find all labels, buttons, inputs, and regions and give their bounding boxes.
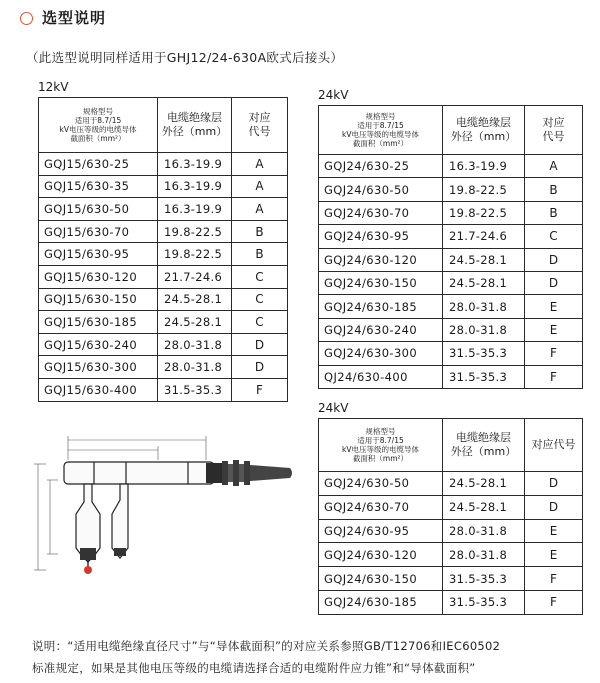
table-row — [319, 519, 583, 543]
table-row — [39, 198, 288, 221]
diameter-cell: 28.0-31.8 — [158, 333, 232, 356]
table-row — [319, 543, 583, 567]
note-line-2: 标准规定，如果是其他电压等级的电缆请选择合适的电缆附件应力锥”和“导体截面积” — [32, 661, 476, 675]
diameter-cell: 28.0-31.8 — [443, 318, 525, 341]
code-cell: A — [525, 155, 583, 178]
spec-table-24kv-b — [318, 418, 583, 615]
connector-drawing — [28, 430, 304, 588]
header-code — [525, 106, 583, 155]
page-title: 选型说明 — [42, 9, 107, 27]
model-cell: GQJ15/630-400 — [39, 378, 158, 401]
model-cell: GQJ24/630-185 — [319, 590, 443, 614]
diameter-cell: 19.8-22.5 — [158, 220, 232, 243]
table-row — [319, 178, 583, 201]
diameter-cell: 31.5-35.3 — [443, 590, 525, 614]
table-header-row — [39, 98, 288, 153]
model-cell: GQJ15/630-185 — [39, 311, 158, 334]
connector-body — [64, 462, 214, 562]
header-model-line: 适用于8.7/15 — [74, 116, 122, 125]
model-cell: GQJ24/630-150 — [319, 271, 443, 294]
model-cell: GQJ15/630-35 — [39, 175, 158, 198]
code-cell: C — [232, 311, 288, 334]
model-cell: GQJ15/630-120 — [39, 265, 158, 288]
table-row — [319, 318, 583, 341]
model-cell: GQJ24/630-70 — [319, 495, 443, 519]
header-code-line: 对应 — [248, 111, 271, 124]
code-cell: B — [525, 201, 583, 224]
code-cell: D — [525, 271, 583, 294]
diameter-cell: 31.5-35.3 — [443, 342, 525, 365]
diameter-cell: 19.8-22.5 — [443, 178, 525, 201]
header-code-line: 代号 — [248, 125, 271, 138]
table-row — [39, 288, 288, 311]
header-model — [319, 106, 443, 155]
insulator-bushing — [206, 460, 292, 486]
diameter-cell: 24.5-28.1 — [443, 472, 525, 496]
model-cell: QJ24/630-400 — [319, 365, 443, 388]
table-row — [39, 356, 288, 379]
table-header-row — [319, 106, 583, 155]
code-cell: A — [232, 175, 288, 198]
table-row — [319, 567, 583, 591]
header-diameter — [443, 419, 525, 472]
table-body — [319, 155, 583, 389]
model-cell: GQJ15/630-70 — [39, 220, 158, 243]
diameter-cell: 31.5-35.3 — [443, 567, 525, 591]
model-cell: GQJ15/630-50 — [39, 198, 158, 221]
table-row — [319, 271, 583, 294]
code-cell: E — [525, 519, 583, 543]
model-cell: GQJ24/630-50 — [319, 472, 443, 496]
table-row — [39, 311, 288, 334]
header-model — [39, 98, 158, 153]
table-24kv-a-voltage-label: 24kV — [318, 88, 349, 102]
diameter-cell: 16.3-19.9 — [158, 175, 232, 198]
model-cell: GQJ24/630-185 — [319, 295, 443, 318]
note-line-1: 说明：“适用电缆绝缘直径尺寸”与“导体截面积”的对应关系参照GB/T12706和IEC60502 — [32, 639, 501, 653]
header-diameter — [158, 98, 232, 153]
header-code — [232, 98, 288, 153]
diameter-cell: 16.3-19.9 — [158, 153, 232, 176]
table-row — [39, 153, 288, 176]
table-row — [319, 248, 583, 271]
header-code-line: 对应代号 — [531, 438, 576, 451]
table-row — [319, 201, 583, 224]
code-cell: D — [525, 495, 583, 519]
code-cell: C — [232, 265, 288, 288]
model-cell: GQJ24/630-120 — [319, 543, 443, 567]
table-row — [319, 342, 583, 365]
code-cell: E — [525, 295, 583, 318]
model-cell: GQJ24/630-70 — [319, 201, 443, 224]
header-model-line: 规格型号 — [365, 427, 396, 436]
table-row — [319, 590, 583, 614]
model-cell: GQJ24/630-25 — [319, 155, 443, 178]
table-body — [39, 153, 288, 402]
model-cell: GQJ15/630-150 — [39, 288, 158, 311]
model-cell: GQJ15/630-25 — [39, 153, 158, 176]
diameter-cell: 19.8-22.5 — [443, 201, 525, 224]
code-cell: E — [525, 543, 583, 567]
code-cell: B — [525, 178, 583, 201]
table-row — [319, 155, 583, 178]
diameter-cell: 24.5-28.1 — [443, 248, 525, 271]
table-row — [39, 378, 288, 401]
diameter-cell: 24.5-28.1 — [443, 495, 525, 519]
diameter-cell: 16.3-19.9 — [158, 198, 232, 221]
diameter-cell: 24.5-28.1 — [158, 311, 232, 334]
header-diameter-line: 外径（mm） — [450, 445, 517, 458]
code-cell: D — [232, 333, 288, 356]
model-cell: GQJ24/630-240 — [319, 318, 443, 341]
diameter-cell: 31.5-35.3 — [158, 378, 232, 401]
code-cell: D — [232, 356, 288, 379]
model-cell: GQJ15/630-95 — [39, 243, 158, 266]
table-row — [319, 225, 583, 248]
table-row — [39, 220, 288, 243]
code-cell: F — [525, 365, 583, 388]
code-cell: E — [525, 318, 583, 341]
header-code-line: 对应 — [542, 116, 565, 129]
diameter-cell: 31.5-35.3 — [443, 365, 525, 388]
table-row — [319, 495, 583, 519]
header-model-line: kV电压等级的电缆导体 — [59, 125, 137, 134]
header-model-line: 适用于8.7/15 — [357, 436, 404, 445]
spec-table-12kv — [38, 97, 288, 402]
diameter-cell: 28.0-31.8 — [443, 519, 525, 543]
model-cell: GQJ24/630-150 — [319, 567, 443, 591]
table-row — [39, 175, 288, 198]
model-cell: GQJ24/630-50 — [319, 178, 443, 201]
diameter-cell: 24.5-28.1 — [443, 271, 525, 294]
spec-table-24kv-a — [318, 105, 583, 389]
header-model-line: 截面积（mm²） — [352, 454, 409, 463]
table-header-row — [319, 419, 583, 472]
code-cell: B — [232, 220, 288, 243]
table-12kv-voltage-label: 12kV — [38, 80, 69, 94]
header-model-line: 规格型号 — [365, 112, 396, 121]
header-diameter — [443, 106, 525, 155]
page-subtitle: （此选型说明同样适用于GHJ12/24-630A欧式后接头） — [26, 50, 344, 65]
model-cell: GQJ24/630-300 — [319, 342, 443, 365]
header-model-line: 适用于8.7/15 — [357, 121, 404, 130]
header-model-line: 截面积（mm²） — [70, 134, 126, 143]
model-cell: GQJ24/630-120 — [319, 248, 443, 271]
diameter-cell: 16.3-19.9 — [443, 155, 525, 178]
header-diameter-line: 电缆绝缘层 — [456, 116, 511, 129]
code-cell: C — [232, 288, 288, 311]
diameter-cell: 19.8-22.5 — [158, 243, 232, 266]
model-cell: GQJ15/630-300 — [39, 356, 158, 379]
table-body — [319, 472, 583, 615]
header-model-line: 规格型号 — [83, 107, 113, 116]
header-diameter-line: 外径（mm） — [161, 125, 228, 138]
header-model-line: kV电压等级的电缆导体 — [342, 445, 419, 454]
code-cell: F — [525, 590, 583, 614]
code-cell: C — [525, 225, 583, 248]
table-row — [319, 365, 583, 388]
code-cell: D — [525, 472, 583, 496]
table-row — [39, 333, 288, 356]
code-cell: F — [232, 378, 288, 401]
table-row — [39, 265, 288, 288]
model-cell: GQJ24/630-95 — [319, 519, 443, 543]
diameter-cell: 24.5-28.1 — [158, 288, 232, 311]
diameter-cell: 28.0-31.8 — [443, 543, 525, 567]
table-24kv-b-voltage-label: 24kV — [318, 401, 349, 415]
header-model-line: kV电压等级的电缆导体 — [342, 130, 419, 139]
section-bullet-icon — [20, 12, 33, 25]
header-code-line: 代号 — [542, 130, 565, 143]
code-cell: B — [232, 243, 288, 266]
table-row — [319, 472, 583, 496]
header-model — [319, 419, 443, 472]
header-diameter-line: 外径（mm） — [450, 130, 517, 143]
model-cell: GQJ15/630-240 — [39, 333, 158, 356]
code-cell: A — [232, 198, 288, 221]
diameter-cell: 21.7-24.6 — [443, 225, 525, 248]
diameter-cell: 28.0-31.8 — [158, 356, 232, 379]
header-model-line: 截面积（mm²） — [352, 139, 409, 148]
table-row — [319, 295, 583, 318]
table-row — [39, 243, 288, 266]
diameter-cell: 21.7-24.6 — [158, 265, 232, 288]
header-diameter-line: 电缆绝缘层 — [167, 111, 222, 124]
code-cell: F — [525, 342, 583, 365]
header-code — [525, 419, 583, 472]
model-cell: GQJ24/630-95 — [319, 225, 443, 248]
diameter-cell: 28.0-31.8 — [443, 295, 525, 318]
code-cell: F — [525, 567, 583, 591]
code-cell: D — [525, 248, 583, 271]
code-cell: A — [232, 153, 288, 176]
header-diameter-line: 电缆绝缘层 — [456, 431, 511, 444]
